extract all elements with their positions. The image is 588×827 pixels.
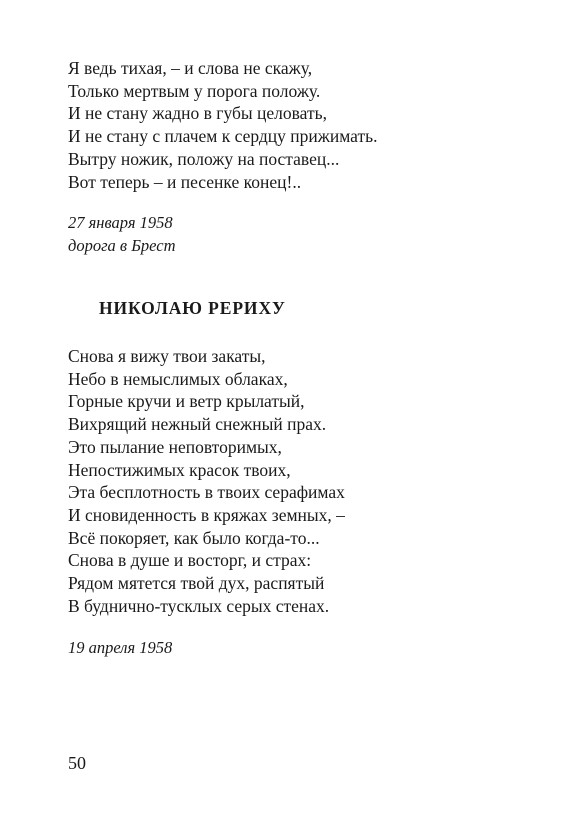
poem-line: Рядом мятется твой дух, распятый (68, 573, 325, 594)
poem-1-stanza (68, 57, 377, 193)
poem-line: Снова я вижу твои закаты, (68, 346, 266, 366)
poem-line: Вот теперь – и песенке конец!.. (68, 171, 302, 192)
poem-2-dateline (68, 637, 172, 660)
poem-line: Это пылание неповторимых, (68, 436, 282, 457)
poem-2-title: НИКОЛАЮ РЕРИХУ (99, 298, 286, 318)
poem-2-date: 19 апреля 1958 (68, 638, 173, 657)
poem-line: Непостижимых красок твоих, (68, 459, 291, 480)
poem-line: И сновиденность в кряжах земных, – (68, 504, 345, 525)
poem-line: Эта бесплотность в твоих серафимах (68, 482, 345, 503)
poem-line: Вытру ножик, положу на поставец... (68, 148, 340, 169)
poem-line: Я ведь тихая, – и слова не скажу, (68, 58, 313, 78)
poem-line: Небо в немыслимых облаках, (68, 368, 288, 389)
poem-line: Вихрящий нежный снежный прах. (68, 414, 327, 435)
poem-line: В буднично-тусклых серых стенах. (68, 595, 330, 616)
poem-1-place: дорога в Брест (68, 235, 176, 255)
poem-line: Снова в душе и восторг, и страх: (68, 550, 312, 571)
poem-line: И не стану жадно в губы целовать, (68, 103, 327, 124)
page-number: 50 (68, 753, 86, 773)
poem-line: Всё покоряет, как было когда-то... (68, 527, 320, 548)
poem-1-date: 27 января 1958 (68, 213, 173, 232)
poem-2-stanza (68, 345, 345, 617)
poem-line: И не стану с плачем к сердцу прижимать. (68, 126, 378, 147)
poem-1-dateline (68, 212, 176, 257)
poem-line: Горные кручи и ветр крылатый, (68, 391, 305, 412)
poem-line: Только мертвым у порога положу. (68, 80, 321, 101)
